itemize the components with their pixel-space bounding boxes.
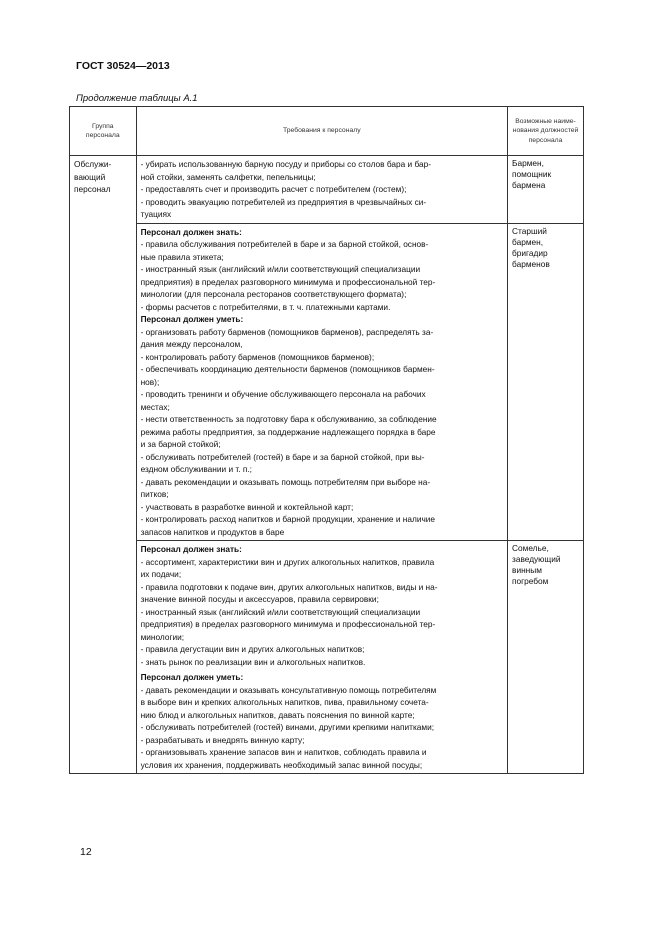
group-line: персонал [74, 184, 111, 194]
standard-number: ГОСТ 30524—2013 [76, 60, 170, 72]
header-positions-line: Возможные наиме- [515, 117, 576, 125]
requirement-line: нов); [140, 376, 160, 387]
requirement-line: - давать рекомендации и оказывать помощь потребителям при выборе на- [140, 476, 431, 487]
table-caption: Продолжение таблицы А.1 [76, 93, 198, 104]
know-heading: Персонал должен знать: [140, 544, 242, 554]
requirement-line: запасов напитков и продуктов в баре [140, 526, 285, 537]
positions-cell [508, 223, 584, 541]
table-row [70, 223, 584, 541]
requirement-line: предприятия) в пределах разговорного минимума и профессиональной тер- [140, 276, 436, 287]
requirement-line: значение винной посуды и аксессуаров, правила сервировки; [140, 594, 379, 604]
requirements-cell [136, 541, 507, 774]
requirement-line: питков; [140, 489, 169, 499]
requirement-line: - правила обслуживания потребителей в баре и за барной стойкой, основ- [140, 239, 429, 249]
can-heading: Персонал должен уметь: [140, 672, 244, 682]
position-line: Сомелье, [512, 543, 549, 553]
requirement-line: - знать рынок по реализации вин и алкогольных напитков. [140, 656, 366, 667]
requirement-line: ездном обслуживании и т. п.; [140, 464, 252, 474]
requirement-line: местах; [140, 401, 170, 412]
page-number: 12 [80, 846, 92, 858]
requirement-line: ной стойки, заменять салфетки, пепельницы; [140, 171, 316, 182]
positions-cell [508, 541, 584, 774]
requirement-line: минологии; [140, 631, 185, 642]
position-line: бригадир [512, 247, 548, 258]
position-line: винным погребом [512, 565, 549, 586]
requirement-line: - проводить эвакуацию потребителей из предприятия в чрезвычайных си- [140, 196, 427, 207]
requirement-line: режима работы предприятия, за поддержание надлежащего порядка в баре [140, 426, 436, 437]
requirement-line: - контролировать работу барменов (помощников барменов); [140, 351, 375, 362]
requirement-line: минологии (для персонала ресторанов соответствующего формата); [140, 289, 407, 299]
can-heading: Персонал должен уметь: [140, 314, 244, 324]
requirements-table [69, 106, 584, 774]
requirement-line: - участвовать в разработке винной и коктейльной карт; [140, 501, 354, 512]
requirement-line: предприятия) в пределах разговорного минимума и профессиональной тер- [140, 619, 436, 629]
requirements-cell [136, 223, 507, 541]
group-cell [70, 156, 137, 774]
header-requirements: Требования к персоналу [136, 107, 507, 156]
requirement-line: - убирать использованную барную посуду и приборы со столов бара и бар- [140, 159, 432, 169]
table-row [70, 156, 584, 224]
requirement-line: - иностранный язык (английский и/или соответствующий специализации [140, 606, 421, 617]
requirement-line: - правила дегустации вин и других алкогольных напитков; [140, 644, 365, 654]
requirement-line: - организовать работу барменов (помощников барменов), распределять за- [140, 326, 434, 337]
requirement-line: - давать рекомендации и оказывать консультативную помощь потребителям [140, 684, 437, 695]
position-line: бармена [512, 180, 546, 190]
requirement-line: - обеспечивать координацию деятельности барменов (помощников бармен- [140, 364, 435, 374]
header-group-line: персонала [85, 132, 120, 139]
requirement-line: - нести ответственность за подготовку бара к обслуживанию, за соблюдение [140, 414, 437, 424]
header-group [70, 107, 137, 156]
requirement-line: - обслуживать потребителей (гостей) в баре и за барной стойкой, при вы- [140, 451, 425, 462]
position-line: барменов [512, 258, 550, 269]
table-row [70, 541, 584, 774]
position-line: заведующий [512, 554, 561, 564]
requirement-line: - разрабатывать и внедрять винную карту; [140, 734, 305, 745]
requirement-line: - обслуживать потребителей (гостей) винами, другими крепкими напитками; [140, 722, 435, 732]
requirement-line: нию блюд и алкогольных напитков, давать пояснения по винной карте; [140, 709, 415, 720]
group-line: вающий [74, 171, 106, 182]
requirement-line: туациях [140, 209, 172, 219]
know-heading: Персонал должен знать: [140, 226, 242, 237]
position-line: Бармен, [512, 158, 544, 168]
requirement-line: - проводить тренинги и обучение обслуживающего персонала на рабочих [140, 389, 426, 399]
requirement-line: условия их хранения, поддерживать необходимый запас винной посуды; [140, 759, 423, 770]
requirement-line: их подачи; [140, 569, 182, 579]
requirement-line: - ассортимент, характеристики вин и других алкогольных напитков, правила [140, 556, 435, 567]
header-positions-line: нования должностей [512, 127, 579, 135]
table-header-row [70, 107, 584, 156]
header-group-line: Группа [92, 122, 114, 130]
positions-cell [508, 156, 584, 224]
requirements-cell [136, 156, 507, 224]
requirement-line: - правила подготовки к подаче вин, других алкогольных напитков, виды и на- [140, 581, 438, 592]
requirement-line: в выборе вин и крепких алкогольных напитков, пива, правильному сочета- [140, 697, 429, 707]
requirement-line: дания между персоналом, [140, 339, 243, 349]
requirement-line: - предоставлять счет и производить расчет с потребителем (гостем); [140, 184, 407, 194]
position-line: Старший бармен, [512, 225, 547, 247]
header-positions-line: персонала [528, 136, 563, 144]
requirement-line: ные правила этикета; [140, 251, 224, 262]
header-positions [508, 107, 584, 156]
group-line: Обслужи- [74, 159, 112, 169]
position-line: помощник [512, 169, 552, 179]
requirement-line: - иностранный язык (английский и/или соответствующий специализации [140, 264, 421, 274]
requirement-line: - контролировать расход напитков и барной продукции, хранение и наличие [140, 514, 436, 524]
requirement-line: и за барной стойкой; [140, 439, 221, 449]
requirement-line: - организовывать хранение запасов вин и напитков, соблюдать правила и [140, 747, 427, 757]
requirement-line: - формы расчетов с потребителями, в т. ч. платежными картами. [140, 301, 391, 312]
